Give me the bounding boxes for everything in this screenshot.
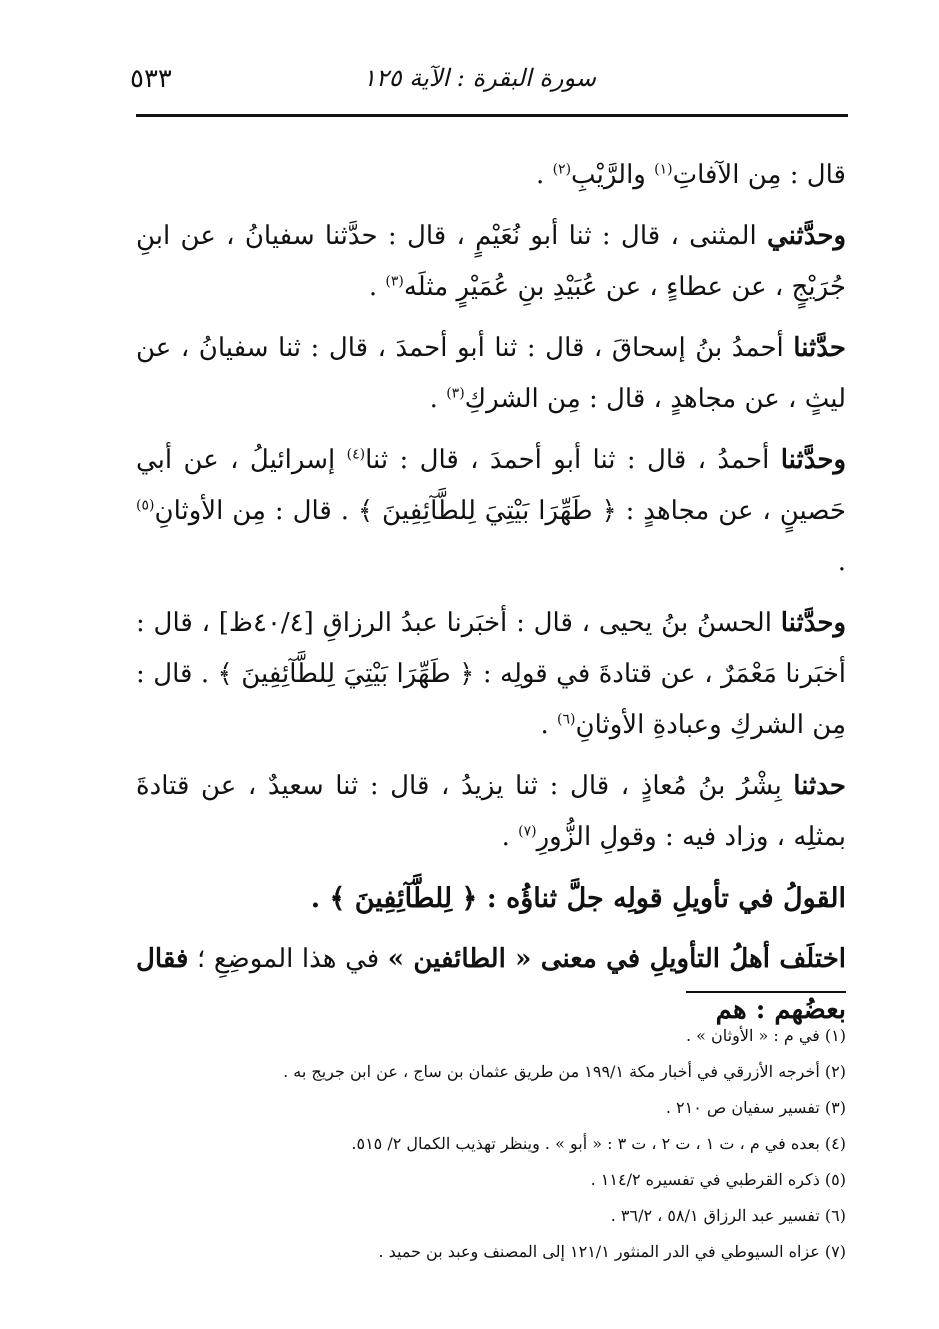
paragraph-lead: حدَّثنا bbox=[793, 333, 846, 363]
paragraph-lead: وحدَّثنا bbox=[780, 608, 847, 638]
paragraph-lead: وحدَّثنا bbox=[780, 445, 846, 475]
footnote-ref: (١) bbox=[654, 161, 673, 178]
footnote-ref: (٦) bbox=[557, 711, 576, 728]
main-text bbox=[136, 150, 846, 1046]
paragraph: وحدَّثني المثنى ، قال : ثنا أبو نُعَيْمٍ ، قال : حدَّثنا سفيانُ ، عن ابنِ جُرَيْجٍ ، عن عطاءٍ ، عن عُبَيْدِ بنِ عُمَيْرٍ مثلَه$^{(٣)}$ . bbox=[136, 221, 846, 302]
page-number: ٥٣٣ bbox=[130, 64, 172, 94]
section-heading: القولُ في تأويلِ قولِه جلَّ ثناؤُه : ﴿ لِلطَّآئِفِينَ ﴾ . bbox=[310, 883, 846, 914]
paragraph-lead: وحدَّثني bbox=[766, 221, 846, 251]
paragraph: حدَّثنا أحمدُ بنُ إسحاقَ ، قال : ثنا أبو أحمدَ ، قال : ثنا سفيانُ ، عن ليثٍ ، عن مجاهدٍ ، قال : مِن الشركِ$^{(٣)}$ . bbox=[136, 333, 846, 414]
header-title: سورة البقرة : الآية ١٢٥ bbox=[362, 64, 596, 92]
paragraph: اختلَف أهلُ التأويلِ في معنى « الطائفين » في هذا الموضِعِ ؛ فقال بعضُهم : هم bbox=[136, 944, 846, 1025]
footnotes bbox=[150, 1018, 846, 1270]
footnote-ref: (٣) bbox=[385, 273, 404, 290]
footnote: (٥) ذكره القرطبي في تفسيره ١١٤/٢ . bbox=[590, 1170, 846, 1189]
paragraph-lead: حدثنا bbox=[793, 771, 846, 801]
footnote-ref: (٢) bbox=[552, 161, 572, 178]
footnote: (٧) عزاه السيوطي في الدر المنثور ١٢١/١ إلى المصنف وعبد بن حميد . bbox=[378, 1242, 846, 1261]
footnote-ref: (٣) bbox=[446, 385, 465, 402]
paragraph: حدثنا بِشْرُ بنُ مُعاذٍ ، قال : ثنا يزيدُ ، قال : ثنا سعيدٌ ، عن قتادةَ بمثلِه ، وزاد فيه : وقولِ الزُّورِ$^{(٧)}$ . bbox=[136, 771, 846, 852]
footnote-ref: (٥) bbox=[136, 497, 155, 514]
paragraph: قال : مِن الآفاتِ$^{(١)}$ والرَّيْبِ$^{(٢)}$ . bbox=[536, 160, 846, 190]
footnote: (٢) أخرجه الأزرقي في أخبار مكة ١٩٩/١ من طريق عثمان بن ساج ، عن ابن جريج به . bbox=[283, 1062, 846, 1081]
footnote: (٤) بعده في م ، ت ١ ، ت ٢ ، ت ٣ : « أبو » . وينظر تهذيب الكمال ٢/ ٥١٥. bbox=[351, 1134, 846, 1153]
footnote: (٣) تفسير سفيان ص ٢١٠ . bbox=[665, 1098, 846, 1117]
header-rule bbox=[136, 114, 848, 117]
running-header bbox=[130, 64, 846, 104]
footnote-ref: (٧) bbox=[518, 823, 537, 840]
footnote: (١) في م : « الأوثان » . bbox=[685, 1026, 846, 1045]
paragraph: وحدَّثنا أحمدُ ، قال : ثنا أبو أحمدَ ، قال : ثنا$^{(٤)}$ إسرائيلُ ، عن أبي حَصينٍ ، عن مجاهدٍ : ﴿ طَهِّرَا بَيْتِيَ لِلطَّآئِفِينَ ﴾ . قال : مِن الأوثانِ$^{(٥)}$ . bbox=[136, 445, 846, 577]
footnote-ref: (٤) bbox=[346, 446, 366, 463]
paragraph: وحدَّثنا الحسنُ بنُ يحيى ، قال : أخبَرنا عبدُ الرزاقِ [٤٠/٤ظ] ، قال : أخبَرنا مَعْمَرٌ ، عن قتادةَ في قولِه : ﴿ طَهِّرَا بَيْتِيَ لِلطَّآئِفِينَ ﴾ . قال : مِن الشركِ وعبادةِ الأوثانِ$^{(٦)}$ . bbox=[136, 608, 847, 740]
footnote-separator bbox=[686, 991, 846, 993]
paragraph-bold-end: فقال بعضُهم : هم bbox=[136, 944, 846, 1025]
paragraph-lead: اختلَف أهلُ التأويلِ في معنى « الطائفين » bbox=[387, 944, 846, 974]
footnote: (٦) تفسير عبد الرزاق ٥٨/١ ، ٣٦/٢ . bbox=[610, 1206, 846, 1225]
